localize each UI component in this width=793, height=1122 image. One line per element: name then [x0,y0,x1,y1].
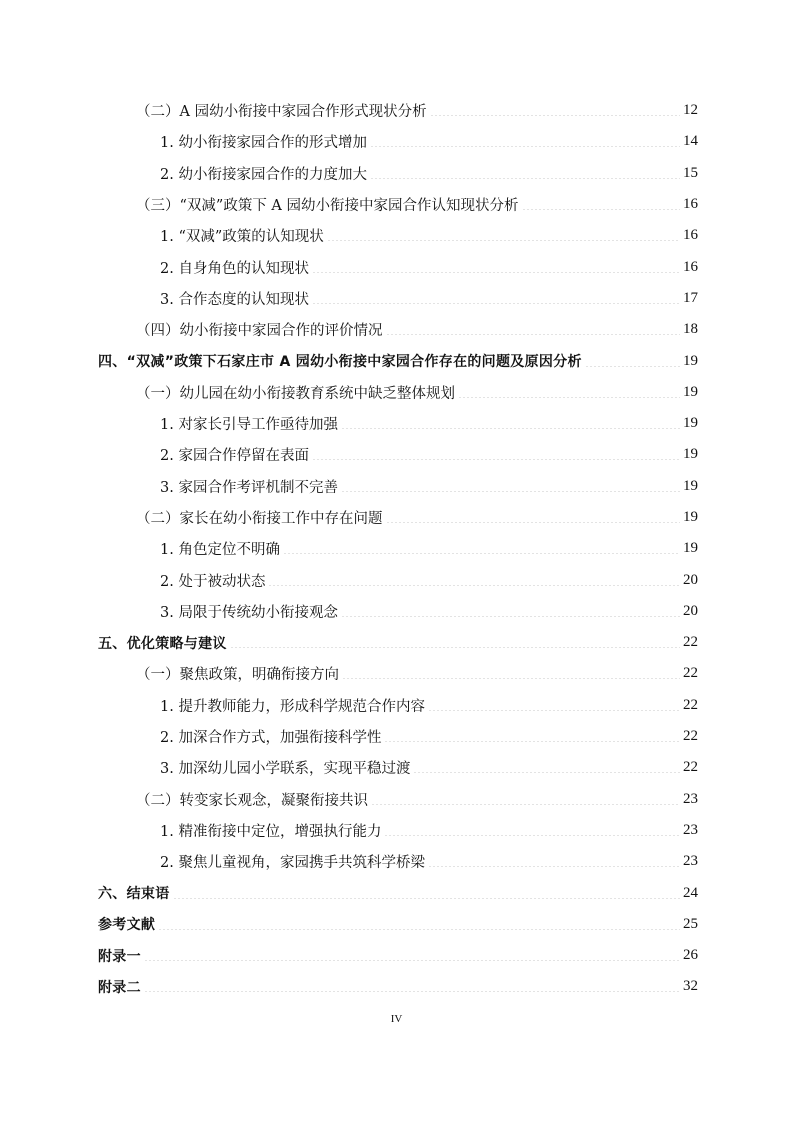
toc-entry[interactable] [98,408,698,439]
toc-leader-dots [268,585,680,586]
toc-entry[interactable] [98,471,698,502]
toc-leader-dots [386,334,681,335]
toc-entry[interactable] [98,596,698,627]
toc-entry-title: （三）“双减”政策下 A 园幼小衔接中家园合作认知现状分析 [136,198,519,215]
toc-entry-page: 16 [683,258,698,275]
table-of-contents [98,95,698,1003]
toc-entry[interactable] [98,784,698,815]
toc-entry-page: 16 [683,196,698,213]
toc-entry-title: 2. 幼小衔接家园合作的力度加大 [160,166,367,183]
toc-entry-page: 19 [683,477,698,494]
toc-leader-dots [283,553,680,554]
toc-leader-dots [342,678,680,679]
toc-entry[interactable] [98,345,698,376]
toc-entry-page: 26 [683,947,698,964]
toc-leader-dots [144,960,680,961]
toc-entry[interactable] [98,877,698,908]
toc-leader-dots [522,209,680,210]
toc-entry[interactable] [98,126,698,157]
toc-entry-title: 1. 精准衔接中定位，增强执行能力 [160,823,382,840]
toc-entry-title: （一）幼儿园在幼小衔接教育系统中缺乏整体规划 [136,385,455,402]
toc-entry-title: 2. 聚焦儿童视角，家园携手共筑科学桥梁 [160,855,425,872]
toc-entry-page: 19 [683,446,698,463]
toc-entry[interactable] [98,189,698,220]
toc-leader-dots [413,772,680,773]
toc-leader-dots [371,804,680,805]
page-number: IV [390,1013,403,1025]
toc-entry[interactable] [98,314,698,345]
toc-entry-page: 22 [683,728,698,745]
toc-entry-page: 32 [683,978,698,995]
toc-entry[interactable] [98,95,698,126]
toc-leader-dots [158,929,680,930]
toc-entry-title: 六、结束语 [98,886,170,903]
toc-leader-dots [144,991,680,992]
toc-leader-dots [428,866,680,867]
toc-entry[interactable] [98,752,698,783]
toc-leader-dots [341,616,680,617]
toc-entry-page: 22 [683,665,698,682]
toc-leader-dots [312,459,680,460]
toc-entry-title: （二）转变家长观念，凝聚衔接共识 [136,792,368,809]
toc-entry[interactable] [98,439,698,470]
toc-entry[interactable] [98,533,698,564]
toc-entry-page: 19 [683,415,698,432]
toc-entry-page: 18 [683,321,698,338]
toc-entry[interactable] [98,564,698,595]
toc-entry[interactable] [98,721,698,752]
toc-entry-page: 16 [683,227,698,244]
toc-entry-title: （二）A 园幼小衔接中家园合作形式现状分析 [136,104,427,121]
toc-entry-page: 22 [683,759,698,776]
toc-entry[interactable] [98,940,698,971]
toc-entry-title: 四、“双减”政策下石家庄市 A 园幼小衔接中家园合作存在的问题及原因分析 [98,354,582,371]
toc-entry-page: 12 [683,102,698,119]
toc-entry-title: 3. 家园合作考评机制不完善 [160,479,338,496]
toc-leader-dots [384,835,680,836]
toc-entry-page: 23 [683,790,698,807]
toc-entry-title: （四）幼小衔接中家园合作的评价情况 [136,323,383,340]
toc-entry-page: 19 [683,509,698,525]
toc-entry-title: （一）聚焦政策，明确衔接方向 [136,667,339,684]
toc-entry-title: 参考文献 [98,917,156,934]
toc-entry-page: 19 [683,540,698,557]
toc-entry-page: 20 [683,571,698,588]
toc-leader-dots [327,240,680,241]
toc-entry-page: 23 [683,853,698,870]
toc-entry-page: 19 [683,383,698,400]
toc-leader-dots [370,178,680,179]
toc-entry[interactable] [98,283,698,314]
toc-entry-page: 19 [683,352,698,369]
toc-entry-title: 2. 处于被动状态 [160,573,266,590]
toc-entry-page: 23 [683,821,698,838]
toc-leader-dots [384,741,680,742]
toc-leader-dots [312,272,680,273]
toc-entry-title: 1. “双减”政策的认知现状 [160,229,324,246]
toc-entry-page: 17 [683,289,698,306]
toc-entry-page: 24 [683,884,698,901]
toc-entry-page: 22 [683,696,698,713]
toc-entry[interactable] [98,627,698,658]
toc-leader-dots [386,522,681,523]
toc-entry[interactable] [98,220,698,251]
toc-entry-page: 20 [683,602,698,619]
toc-entry-title: 3. 局限于传统幼小衔接观念 [160,604,338,621]
toc-entry-page: 14 [683,133,698,150]
toc-entry[interactable] [98,690,698,721]
toc-entry-title: （二）家长在幼小衔接工作中存在问题 [136,511,383,527]
toc-entry-title: 附录一 [98,948,141,965]
toc-leader-dots [458,397,680,398]
toc-entry[interactable] [98,658,698,689]
toc-entry[interactable] [98,502,698,533]
toc-entry-page: 22 [683,634,698,651]
toc-leader-dots [173,898,681,899]
toc-entry[interactable] [98,158,698,189]
toc-entry-title: 3. 合作态度的认知现状 [160,291,309,308]
toc-entry-title: 2. 加深合作方式，加强衔接科学性 [160,730,382,747]
toc-leader-dots [585,366,680,367]
toc-entry[interactable] [98,971,698,1002]
toc-leader-dots [341,428,680,429]
toc-leader-dots [312,303,680,304]
toc-entry[interactable] [98,251,698,282]
toc-entry[interactable] [98,815,698,846]
toc-entry[interactable] [98,846,698,877]
toc-leader-dots [430,115,680,116]
toc-entry-title: 1. 对家长引导工作亟待加强 [160,417,338,434]
toc-entry-title: 1. 提升教师能力，形成科学规范合作内容 [160,698,425,715]
toc-entry-title: 2. 家园合作停留在表面 [160,448,309,465]
toc-leader-dots [341,491,680,492]
toc-entry[interactable] [98,909,698,940]
toc-entry-title: 2. 自身角色的认知现状 [160,260,309,277]
toc-entry[interactable] [98,377,698,408]
toc-entry-page: 25 [683,915,698,932]
toc-entry-title: 附录二 [98,979,141,996]
toc-leader-dots [370,146,680,147]
toc-entry-title: 五、优化策略与建议 [98,635,227,652]
toc-leader-dots [230,647,680,648]
toc-entry-title: 1. 角色定位不明确 [160,542,280,559]
toc-leader-dots [428,710,680,711]
toc-entry-title: 1. 幼小衔接家园合作的形式增加 [160,135,367,152]
toc-entry-title: 3. 加深幼儿园小学联系，实现平稳过渡 [160,761,411,778]
toc-entry-page: 15 [683,164,698,181]
